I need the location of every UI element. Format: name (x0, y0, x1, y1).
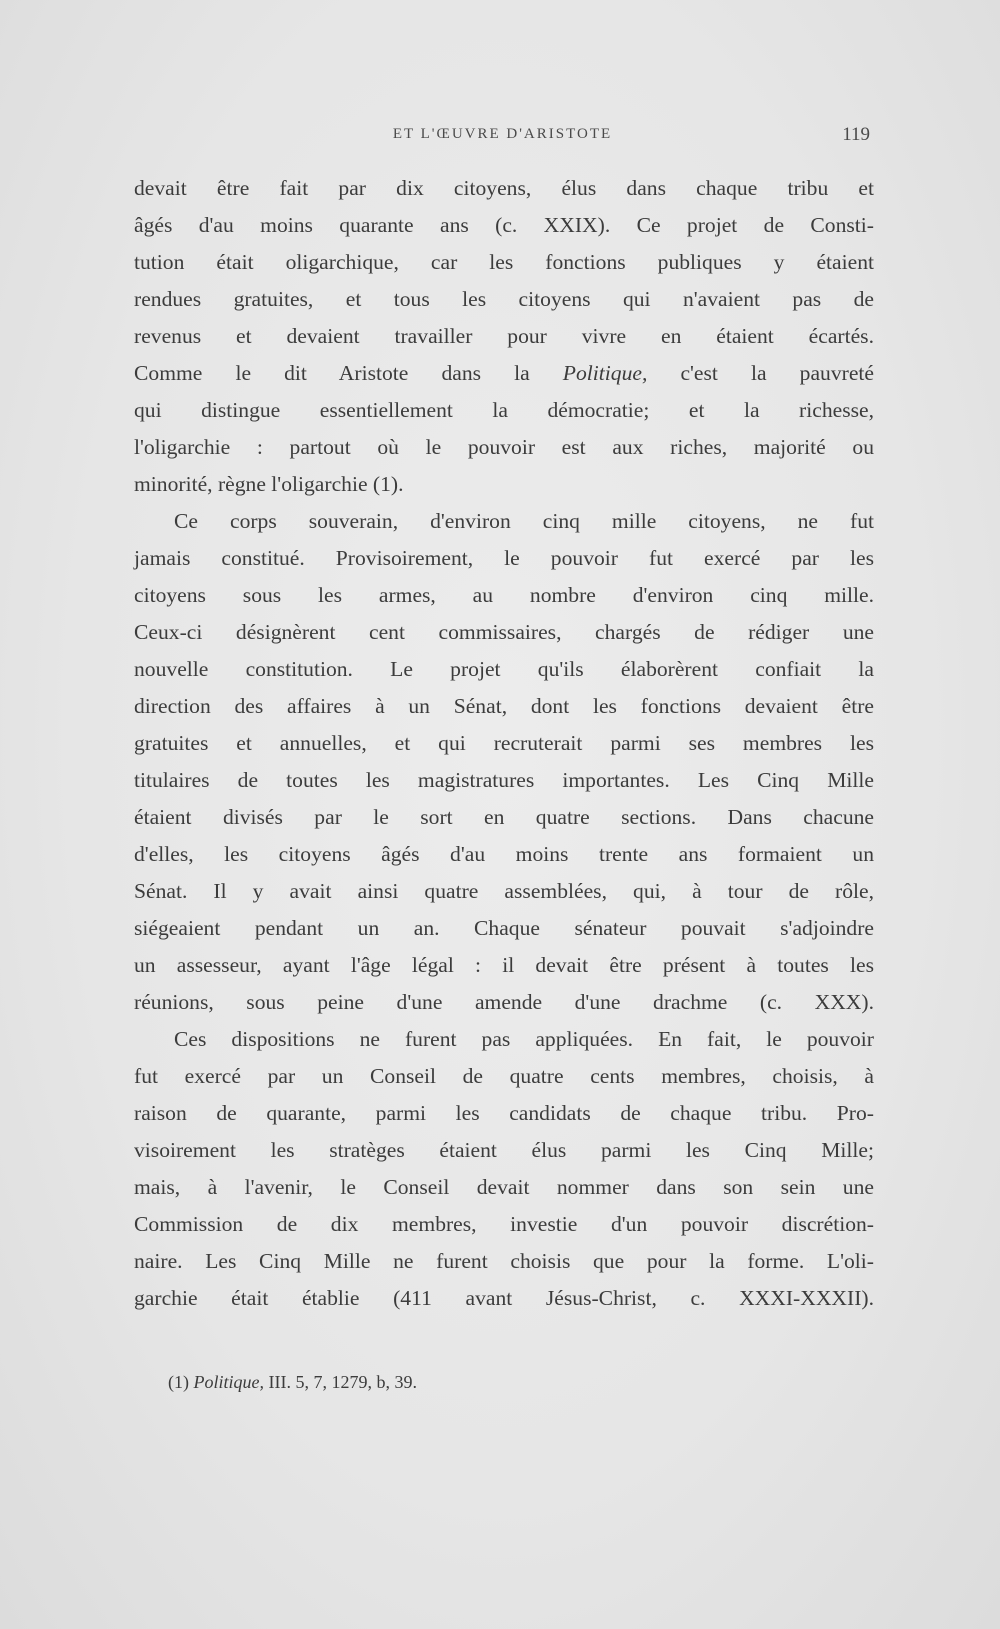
text-line: l'oligarchie : partout où le pouvoir est aux riches, majorité ou (134, 435, 874, 459)
italic-title: Politique, (562, 361, 648, 385)
text-line: mais, à l'avenir, le Conseil devait nommer dans son sein une (134, 1175, 874, 1199)
text-line: citoyens sous les armes, au nombre d'environ cinq mille. (134, 583, 874, 607)
body-text (134, 170, 874, 1317)
text-line: qui distingue essentiellement la démocratie; et la richesse, (134, 398, 874, 422)
footnote-reference: III. 5, 7, 1279, b, 39. (264, 1372, 417, 1392)
footnote (168, 1372, 668, 1393)
text-line: tution était oligarchique, car les fonctions publiques y étaient (134, 250, 874, 274)
text-fragment: Comme le dit Aristote dans la (134, 361, 563, 385)
text-line: minorité, règne l'oligarchie (1). (134, 472, 404, 496)
text-line: étaient divisés par le sort en quatre sections. Dans chacune (134, 805, 874, 829)
text-line: fut exercé par un Conseil de quatre cents membres, choisis, à (134, 1064, 874, 1088)
text-line: âgés d'au moins quarante ans (c. XXIX). Ce projet de Consti- (134, 213, 874, 237)
text-line: nouvelle constitution. Le projet qu'ils élaborèrent confiait la (134, 657, 874, 681)
text-line: un assesseur, ayant l'âge légal : il devait être présent à toutes les (134, 953, 874, 977)
text-line: garchie était établie (411 avant Jésus-Christ, c. XXXI-XXXII). (134, 1286, 874, 1310)
text-line: direction des affaires à un Sénat, dont les fonctions devaient être (134, 694, 874, 718)
text-line: visoirement les stratèges étaient élus parmi les Cinq Mille; (134, 1138, 874, 1162)
text-line (134, 355, 874, 392)
paragraph-first-line: Ce corps souverain, d'environ cinq mille citoyens, ne fut (174, 509, 874, 533)
text-line: d'elles, les citoyens âgés d'au moins trente ans formaient un (134, 842, 874, 866)
text-line: rendues gratuites, et tous les citoyens qui n'avaient pas de (134, 287, 874, 311)
text-line: jamais constitué. Provisoirement, le pouvoir fut exercé par les (134, 546, 874, 570)
text-line: devait être fait par dix citoyens, élus dans chaque tribu et (134, 176, 874, 200)
page-number: 119 (842, 124, 870, 145)
text-line: siégeaient pendant un an. Chaque sénateur pouvait s'adjoindre (134, 916, 874, 940)
running-head (135, 126, 870, 152)
paragraph-first-line: Ces dispositions ne furent pas appliquées. En fait, le pouvoir (174, 1027, 874, 1051)
text-line: naire. Les Cinq Mille ne furent choisis que pour la forme. L'oli- (134, 1249, 874, 1273)
text-line: titulaires de toutes les magistratures importantes. Les Cinq Mille (134, 768, 874, 792)
text-line: Commission de dix membres, investie d'un pouvoir discrétion- (134, 1212, 874, 1236)
text-line: revenus et devaient travailler pour vivre en étaient écartés. (134, 324, 874, 348)
text-fragment: c'est la pauvreté (647, 361, 874, 385)
text-line: réunions, sous peine d'une amende d'une drachme (c. XXX). (134, 990, 874, 1014)
footnote-title: Politique, (193, 1372, 264, 1392)
running-head-title: ET L'ŒUVRE D'ARISTOTE (392, 126, 613, 142)
text-line: gratuites et annuelles, et qui recruterait parmi ses membres les (134, 731, 874, 755)
footnote-marker: (1) (168, 1372, 194, 1392)
text-line: raison de quarante, parmi les candidats de chaque tribu. Pro- (134, 1101, 874, 1125)
text-line: Sénat. Il y avait ainsi quatre assemblées, qui, à tour de rôle, (134, 879, 874, 903)
text-line: Ceux-ci désignèrent cent commissaires, chargés de rédiger une (134, 620, 874, 644)
